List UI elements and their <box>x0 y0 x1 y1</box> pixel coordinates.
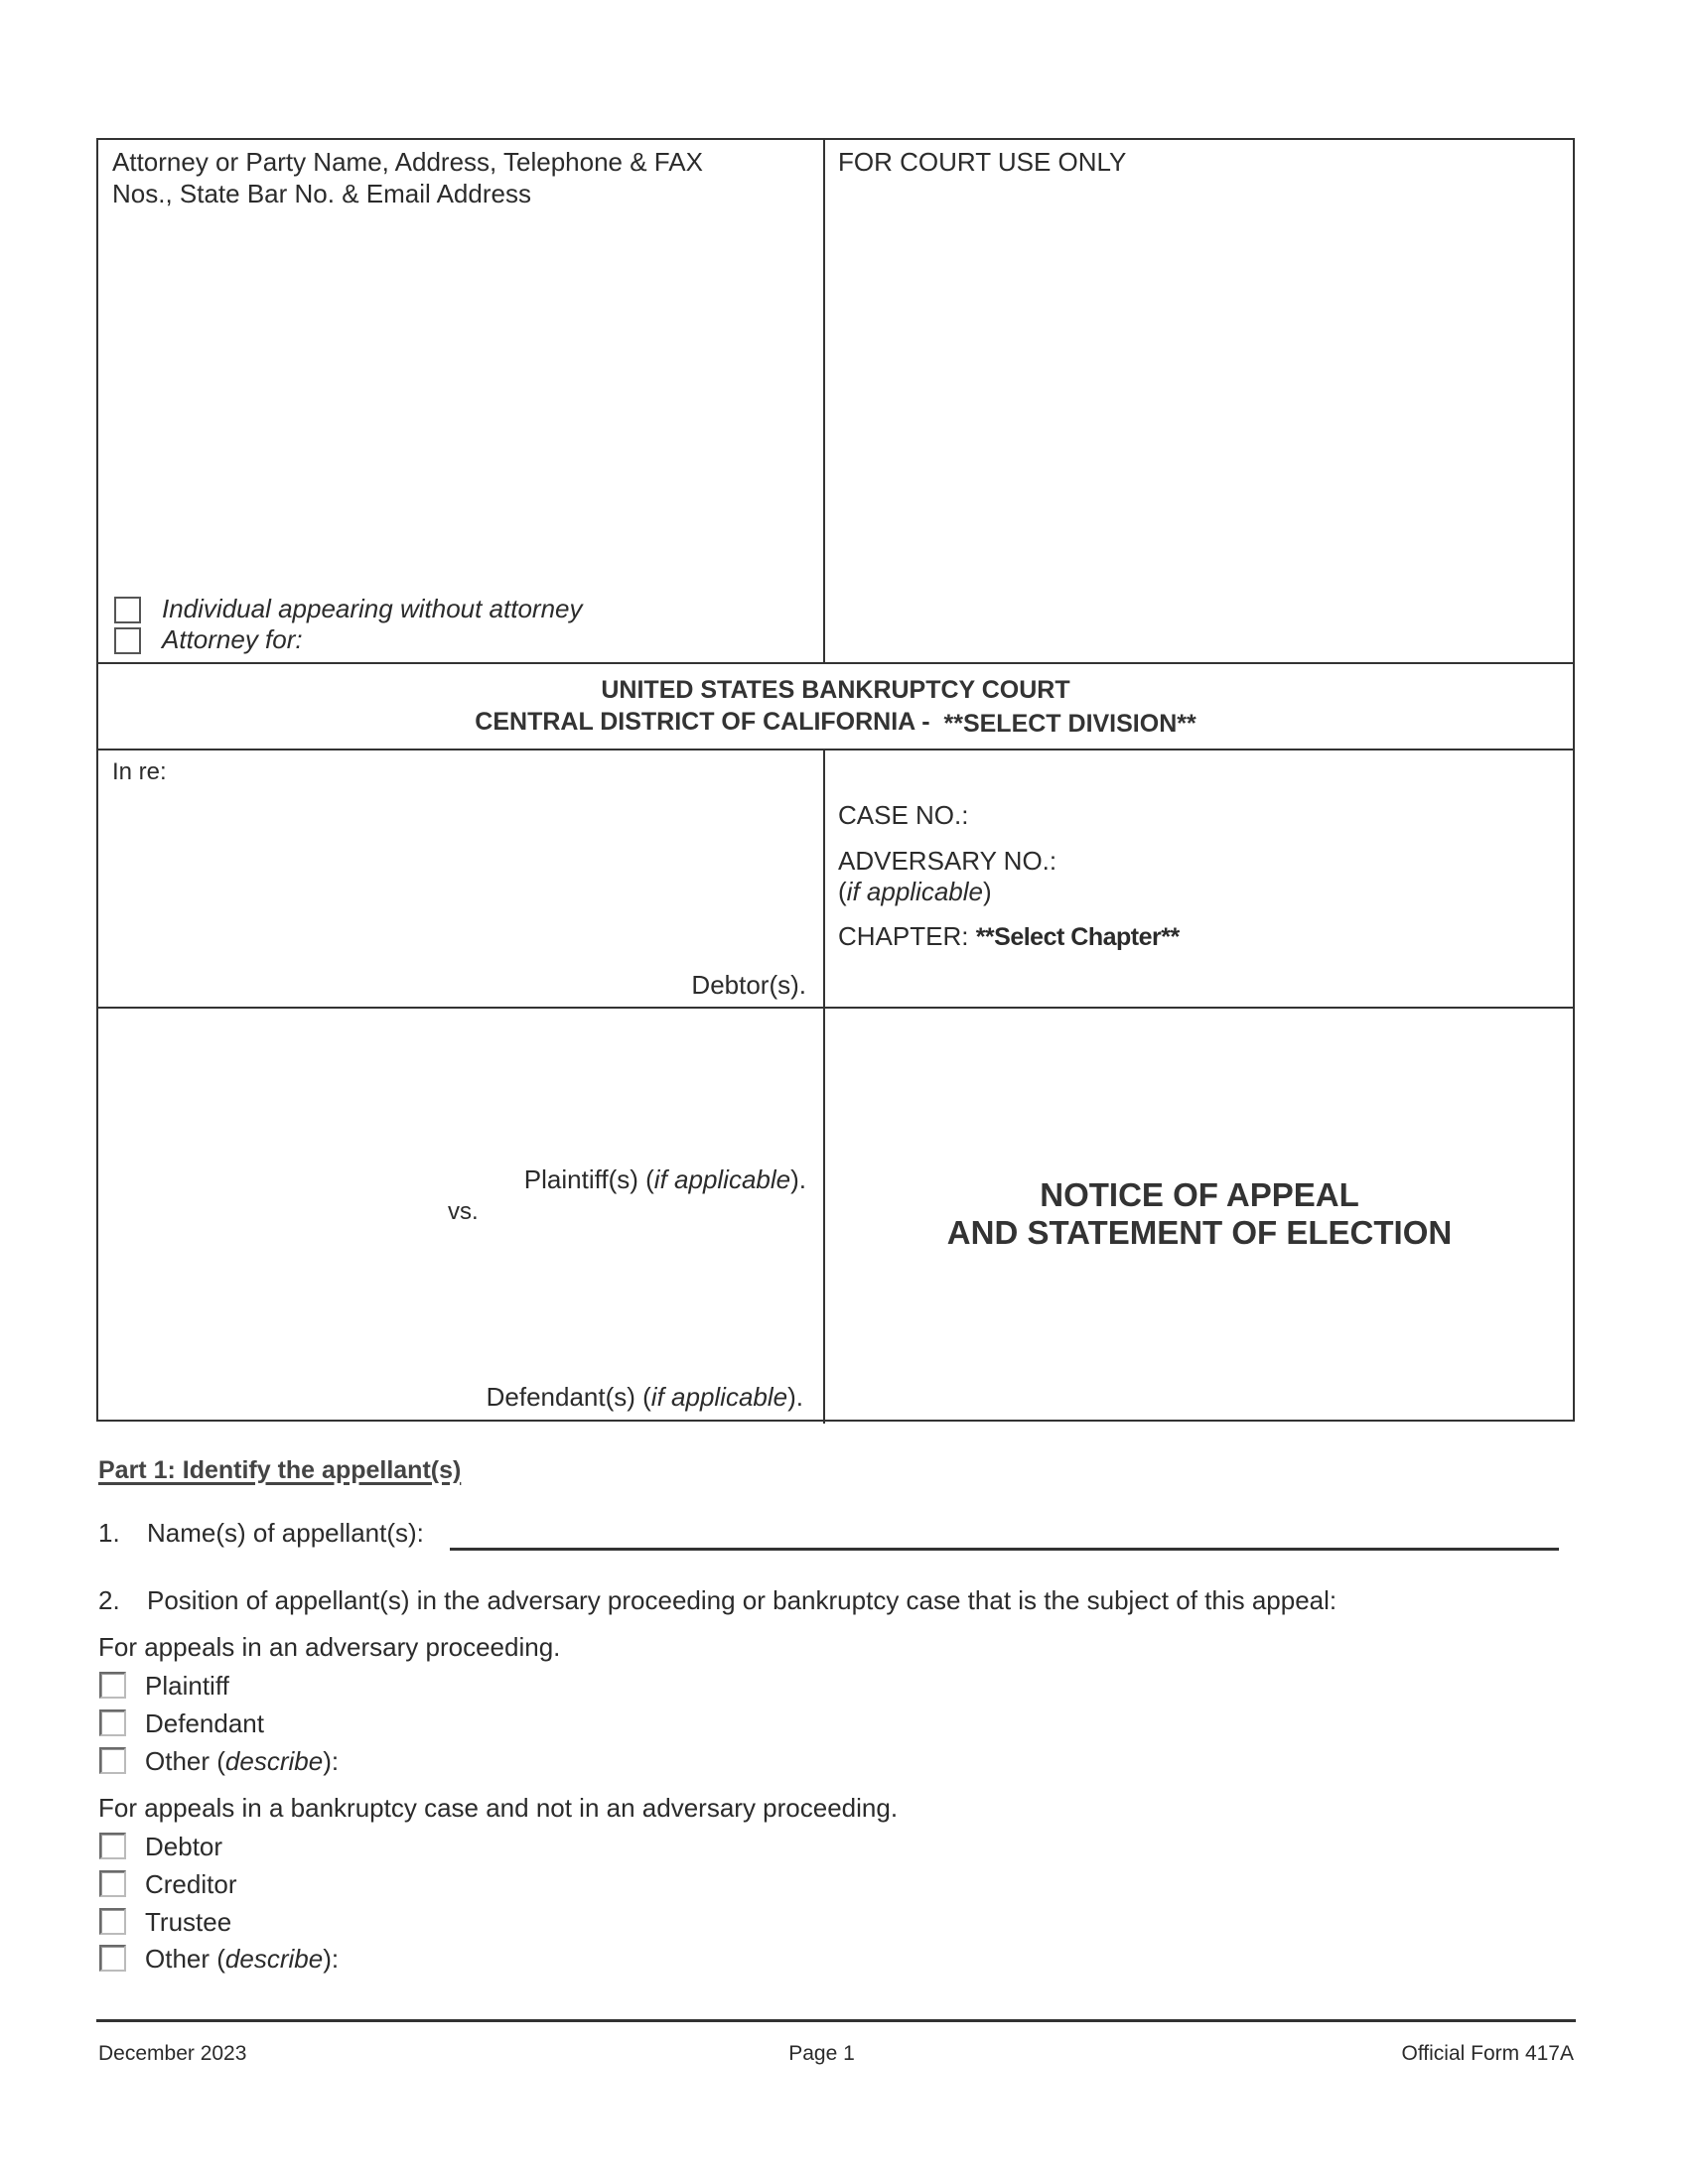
other-suffix: ): <box>323 1944 340 1974</box>
plaintiff-label <box>524 1163 806 1195</box>
describe-text: describe <box>224 1746 324 1776</box>
footer-page: Page 1 <box>788 2042 855 2065</box>
chapter-label: CHAPTER: <box>838 921 969 951</box>
adversary-number-label: ADVERSARY NO.: <box>838 846 1057 876</box>
attorney-for-label: Attorney for: <box>162 624 303 654</box>
defendant-checkbox[interactable] <box>99 1709 126 1736</box>
item1-number: 1. <box>98 1518 120 1548</box>
adversary-other-field[interactable] <box>348 1745 1559 1777</box>
case-number-label: CASE NO.: <box>838 800 969 830</box>
division-select[interactable]: **SELECT DIVISION** <box>943 710 1196 738</box>
attorney-info-field[interactable] <box>112 209 807 587</box>
appellant-name-field[interactable] <box>450 1548 1559 1551</box>
divider <box>823 140 825 662</box>
in-re-label: In re: <box>112 758 167 785</box>
debtor-name-field[interactable] <box>112 790 807 959</box>
other-text: Other ( <box>145 1746 225 1776</box>
other-suffix: ): <box>323 1746 340 1776</box>
plaintiff-option-label: Plaintiff <box>145 1671 229 1701</box>
bankruptcy-other-field[interactable] <box>348 1943 1559 1975</box>
court-district-label: CENTRAL DISTRICT OF CALIFORNIA - <box>475 708 937 736</box>
caption-table <box>96 138 1575 1422</box>
bankruptcy-other-label <box>145 1943 339 1975</box>
attorney-label-line2: Nos., State Bar No. & Email Address <box>112 179 531 208</box>
debtors-label: Debtor(s). <box>691 970 806 1000</box>
adversary-group-label: For appeals in an adversary proceeding. <box>98 1632 561 1662</box>
chapter-select[interactable]: **Select Chapter** <box>975 923 1180 951</box>
item2-label: Position of appellant(s) in the adversary proceeding or bankruptcy case that is the subject of this appeal: <box>147 1585 1337 1615</box>
trustee-option-label: Trustee <box>145 1907 232 1937</box>
if-applicable: if applicable <box>846 877 983 906</box>
pro-se-checkbox[interactable] <box>114 597 141 623</box>
document-title-line1: NOTICE OF APPEAL <box>1040 1176 1359 1213</box>
defendant-label <box>487 1381 803 1413</box>
divider <box>98 662 1573 664</box>
divider <box>98 1007 1573 1009</box>
part1-heading: Part 1: Identify the appellant(s) <box>98 1456 462 1484</box>
footer-form-id: Official Form 417A <box>1401 2042 1574 2065</box>
adversary-number-field[interactable] <box>1052 845 1548 877</box>
trustee-checkbox[interactable] <box>99 1908 126 1935</box>
plaintiff-text: Plaintiff(s) ( <box>523 1164 654 1194</box>
adversary-note <box>838 876 992 907</box>
bankruptcy-group-label: For appeals in a bankruptcy case and not in an adversary proceeding. <box>98 1793 899 1823</box>
plaintiff-suffix: ). <box>790 1164 806 1194</box>
paren: ( <box>838 877 847 906</box>
court-district <box>98 706 1573 738</box>
paren: ) <box>982 877 992 906</box>
if-applicable: if applicable <box>650 1382 788 1412</box>
if-applicable: if applicable <box>653 1164 791 1194</box>
creditor-option-label: Creditor <box>145 1869 237 1899</box>
adversary-other-checkbox[interactable] <box>99 1747 126 1774</box>
plaintiff-checkbox[interactable] <box>99 1672 126 1699</box>
describe-text: describe <box>224 1944 324 1974</box>
item2-number: 2. <box>98 1585 120 1615</box>
versus-label: vs. <box>448 1198 479 1225</box>
defendant-text: Defendant(s) ( <box>486 1382 651 1412</box>
adversary-other-label <box>145 1745 339 1777</box>
creditor-checkbox[interactable] <box>99 1870 126 1897</box>
court-name: UNITED STATES BANKRUPTCY COURT <box>601 676 1070 704</box>
attorney-for-checkbox[interactable] <box>114 627 141 654</box>
bankruptcy-other-checkbox[interactable] <box>99 1945 126 1972</box>
attorney-info-label <box>112 146 807 209</box>
divider <box>823 749 825 1424</box>
pro-se-label: Individual appearing without attorney <box>162 594 583 623</box>
chapter-row <box>838 920 1180 953</box>
defendant-suffix: ). <box>787 1382 803 1412</box>
case-number-field[interactable] <box>992 799 1548 831</box>
attorney-label-line1: Attorney or Party Name, Address, Telephone & FAX <box>112 147 703 177</box>
document-title <box>826 1176 1573 1252</box>
footer-divider <box>96 2019 1576 2022</box>
divider <box>98 749 1573 751</box>
court-use-label: FOR COURT USE ONLY <box>838 147 1127 177</box>
document-title-line2: AND STATEMENT OF ELECTION <box>946 1214 1453 1251</box>
defendant-name-field[interactable] <box>112 1232 807 1371</box>
debtor-option-label: Debtor <box>145 1832 223 1861</box>
debtor-checkbox[interactable] <box>99 1833 126 1859</box>
other-text: Other ( <box>145 1944 225 1974</box>
footer-date: December 2023 <box>98 2042 247 2065</box>
item1-label: Name(s) of appellant(s): <box>147 1518 424 1548</box>
defendant-option-label: Defendant <box>145 1708 264 1738</box>
